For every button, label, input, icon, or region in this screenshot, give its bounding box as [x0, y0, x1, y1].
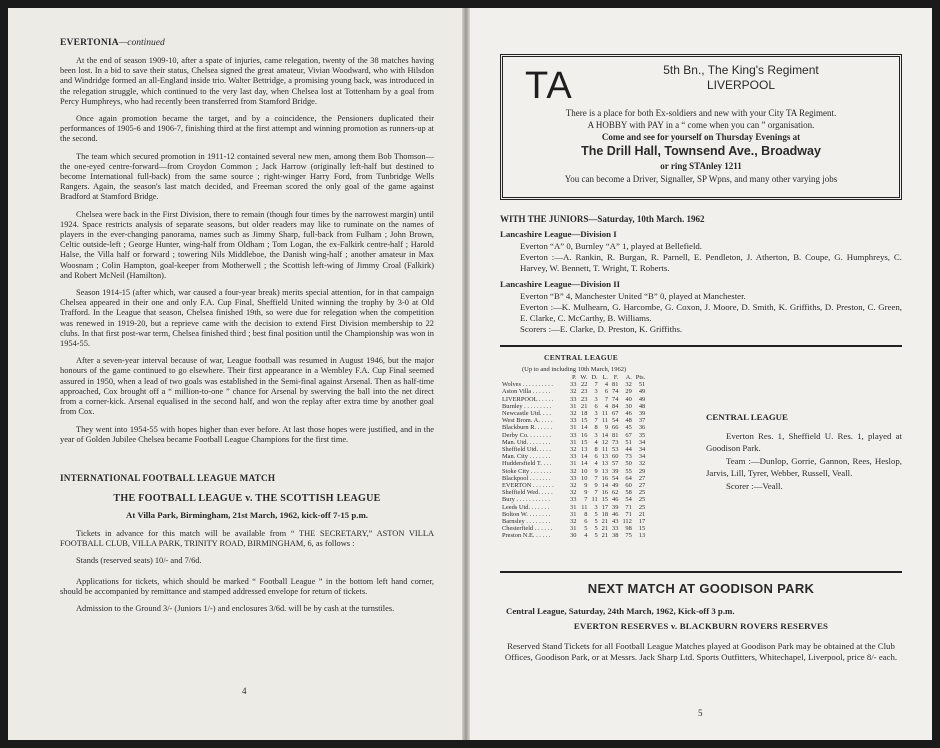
- table-cell: 54: [625, 496, 632, 504]
- table-cell: 29: [638, 467, 646, 475]
- page-number: 5: [698, 708, 703, 718]
- table-cell: 14: [581, 453, 588, 461]
- central-league-section: [500, 353, 902, 561]
- international-heading: INTERNATIONAL FOOTBALL LEAGUE MATCH: [60, 472, 276, 483]
- table-cell: 31: [570, 510, 577, 518]
- table-row: [502, 511, 647, 518]
- left-page: [8, 8, 462, 740]
- next-match-date: Central League, Saturday, 24th March, 1962, Kick-off 3 p.m.: [506, 606, 735, 616]
- club-name: Huddersfield T. . . .: [502, 460, 552, 468]
- table-cell: 39: [612, 467, 619, 475]
- table-cell: 46: [612, 496, 619, 504]
- table-row: [502, 504, 647, 511]
- table-cell: 71: [625, 503, 632, 511]
- column-header: A.: [625, 374, 632, 381]
- paragraph: The team which secured promotion in 1911-12 contained several new men, among them Bob Thomson—the one-eyed centre-forward—from Croydon Common ; Jack Harrow (originally left-half but destined to become International full-back) from the same source ; right-winger Harry Ford, from Tunbridge Wells Rangers. Again, the season's last match decided, and Freeman scored the only goal of the game against Bradford at Stamford Bridge.: [60, 151, 434, 202]
- table-row: [502, 446, 647, 453]
- column-header: W.: [580, 374, 588, 381]
- table-cell: 73: [612, 438, 619, 446]
- table-cell: 46: [612, 510, 619, 518]
- table-cell: 16: [601, 489, 609, 497]
- table-cell: 49: [638, 395, 646, 403]
- table-cell: 30: [625, 402, 632, 410]
- table-cell: 32: [638, 460, 646, 468]
- table-cell: 16: [601, 474, 609, 482]
- table-cell: 33: [570, 417, 577, 425]
- column-header: D.: [591, 374, 598, 381]
- table-cell: 67: [625, 431, 632, 439]
- table-cell: 43: [612, 518, 619, 526]
- table-cell: 7: [584, 496, 588, 504]
- table-cell: 17: [638, 518, 646, 526]
- league-table-title: CENTRAL LEAGUE: [544, 353, 619, 362]
- club-name: Leeds Utd. . . . . . .: [502, 503, 550, 511]
- club-name: Burnley . . . . . . . . .: [502, 402, 552, 410]
- juniors-heading: WITH THE JUNIORS—Saturday, 10th March. 1962: [500, 214, 705, 224]
- table-row: [502, 475, 647, 482]
- table-cell: 27: [638, 482, 646, 490]
- table-cell: 54: [612, 474, 619, 482]
- club-name: Blackpool . . . . . . .: [502, 474, 551, 482]
- division-team: Everton :—A. Rankin, R. Burgan, R. Parnell, E. Pendleton, J. Atherton, B. Coupe, G. Humphreys, C. Harvey, W. Bennett, T. Wright, T. Roberts.: [520, 252, 902, 273]
- table-cell: 21: [601, 518, 609, 526]
- table-cell: 6: [594, 402, 598, 410]
- table-cell: 32: [570, 388, 577, 396]
- column-header: F.: [613, 374, 619, 381]
- table-cell: 57: [612, 460, 619, 468]
- ta-line: Come and see for yourself on Thursday Evenings at: [601, 132, 801, 142]
- table-cell: 31: [570, 503, 577, 511]
- drill-hall: The Drill Hall, Townsend Ave., Broadway: [581, 144, 821, 158]
- table-row: [502, 489, 647, 496]
- table-cell: 7: [594, 381, 598, 389]
- reserves-report: [706, 411, 902, 492]
- table-cell: 66: [612, 424, 619, 432]
- reserves-scorer: Scorer :—Veall.: [726, 480, 783, 491]
- reserves-team: Team :—Dunlop, Gorrie, Gannon, Rees, Heslop, Jarvis, Lill, Tyrer, Webber, Russell, Veall.: [706, 455, 902, 478]
- table-cell: 33: [612, 525, 619, 533]
- table-cell: 35: [638, 431, 646, 439]
- ticket-paragraph: Admission to the Ground 3/- (Juniors 1/-) and enclosures 3/6d. will be by cash at the turnstiles.: [76, 603, 395, 613]
- table-cell: 11: [601, 446, 609, 454]
- table-cell: 6: [604, 388, 609, 396]
- table-cell: 17: [601, 503, 609, 511]
- table-cell: 81: [612, 431, 619, 439]
- table-cell: 40: [625, 395, 632, 403]
- table-cell: 10: [581, 474, 588, 482]
- table-cell: 14: [581, 460, 588, 468]
- table-cell: 7: [604, 395, 609, 403]
- table-cell: 45: [625, 424, 632, 432]
- match-title: THE FOOTBALL LEAGUE v. THE SCOTTISH LEAGUE: [113, 492, 381, 504]
- club-name: Stoke City . . . . . . .: [502, 467, 552, 475]
- paragraph: At the end of season 1909-10, after a spate of injuries, came relegation, twenty of the 38 matches having been lost. In a bid to save their status, Chelsea signed the great amateur, Vivian Woodward, who with Hilsdon and Windridge formed an all-England inside trio. Walter Bettridge, a promising young back, was introduced in the relegation struggle, which continued to the very last day, when Chelsea lost at Tottenham by a goal from Percy Humphreys, who had recently been transferred from Stamford Bridge.: [60, 56, 434, 106]
- table-cell: 32: [570, 446, 577, 454]
- table-cell: 55: [625, 467, 632, 475]
- table-cell: 67: [612, 410, 619, 418]
- ta-line: A HOBBY with PAY in a “ come when you can ” organisation.: [587, 120, 815, 130]
- column-header: Pts.: [635, 374, 646, 381]
- table-cell: 15: [581, 438, 588, 446]
- ta-logo: TA: [525, 65, 573, 107]
- club-name: Aston Villa . . . . . .: [502, 388, 551, 396]
- table-cell: 32: [625, 381, 632, 389]
- table-row: [502, 381, 647, 388]
- table-cell: 29: [625, 388, 632, 396]
- club-name: EVERTON . . . . . . .: [502, 482, 554, 490]
- club-name: Chesterfield . . . . . .: [502, 525, 553, 533]
- table-cell: 15: [638, 525, 646, 533]
- ta-line: There is a place for both Ex-soldiers and new with your City TA Regiment.: [565, 108, 837, 118]
- table-cell: 38: [612, 532, 619, 540]
- table-cell: 6: [584, 518, 588, 526]
- regiment-line: 5th Bn., The King's Regiment: [663, 63, 819, 77]
- table-cell: 23: [581, 388, 588, 396]
- table-cell: 18: [581, 410, 588, 418]
- division-heading: Lancashire League—Division I: [500, 229, 617, 239]
- table-cell: 33: [570, 395, 577, 403]
- table-cell: 6: [594, 453, 598, 461]
- table-cell: 4: [584, 532, 588, 540]
- table-cell: 31: [570, 525, 577, 533]
- table-cell: 32: [570, 482, 577, 490]
- table-cell: 5: [594, 518, 598, 526]
- paragraph: They went into 1954-55 with hopes higher than ever before. At last those hopes were justified, and in the year of Golden Jubilee Chelsea became Football League Champions for the first time.: [60, 424, 434, 444]
- table-row: [502, 460, 647, 467]
- table-cell: 13: [638, 532, 646, 540]
- table-cell: 30: [570, 532, 577, 540]
- table-cell: 32: [570, 489, 577, 497]
- table-cell: 71: [625, 510, 632, 518]
- table-cell: 33: [570, 474, 577, 482]
- division-heading: Lancashire League—Division II: [500, 279, 621, 289]
- table-cell: 31: [570, 460, 577, 468]
- table-cell: 14: [601, 482, 609, 490]
- ticket-info: Reserved Stand Tickets for all Football League Matches played at Goodison Park may be obtained at the Club Offices, Goodison Park, or at Messrs. Jack Sharp Ltd. Sports Outfitters, Whitechapel, Liverpool, price 8/- each.: [504, 641, 898, 662]
- division-result: Everton “B” 4, Manchester United “B” 0, played at Manchester.: [520, 291, 746, 301]
- table-cell: 50: [625, 460, 632, 468]
- reserves-result: Everton Res. 1, Sheffield U. Res. 1, played at Goodison Park.: [706, 430, 902, 453]
- table-cell: 3: [594, 503, 598, 511]
- table-cell: 31: [570, 424, 577, 432]
- table-cell: 39: [638, 410, 646, 418]
- table-row: [502, 482, 647, 489]
- table-cell: 13: [581, 446, 588, 454]
- table-cell: 15: [581, 417, 588, 425]
- table-row: [502, 518, 647, 525]
- column-header: P.: [571, 374, 577, 381]
- table-cell: 39: [612, 503, 619, 511]
- table-row: [502, 396, 647, 403]
- table-row: [502, 439, 647, 446]
- table-row: [502, 424, 647, 431]
- table-cell: 18: [601, 510, 609, 518]
- paragraph: Season 1914-15 (after which, war caused a four-year break) merits special attention, for in that campaign Chelsea appeared in their one and only F.A. Cup Final, Sheffield United winning the trophy by 3-0 at Old Trafford. In the League that season, Chelsea finished 19th, so were due for relegation when the competition was renewed in 1919-20, but a reprieve came with the decision to extend First Division membership to 22 clubs. In that first post-war term, Chelsea finished third ; best final position until the Championship was won in 1954-55.: [60, 288, 434, 349]
- table-row: [502, 432, 647, 439]
- club-name: Preston N.E. . . . . .: [502, 532, 551, 540]
- page-number: 4: [242, 686, 247, 696]
- table-cell: 10: [581, 467, 588, 475]
- table-cell: 9: [584, 489, 588, 497]
- table-cell: 32: [570, 467, 577, 475]
- paragraph: Once again promotion became the target, and by a coincidence, the Pensioners duplicated their performances of 1905-6 and 1906-7, finishing third at the first attempt and winning promotion as runners-up at the second.: [60, 114, 434, 144]
- table-row: [502, 496, 647, 503]
- club-name: Wolves . . . . . . . . . .: [502, 381, 553, 389]
- table-cell: 3: [594, 388, 598, 396]
- reserves-heading: CENTRAL LEAGUE: [706, 412, 788, 422]
- division-scorers: Scorers :—E. Clarke, D. Preston, K. Griffiths.: [520, 324, 683, 334]
- table-cell: 49: [612, 482, 619, 490]
- table-cell: 33: [570, 431, 577, 439]
- table-cell: 22: [581, 381, 588, 389]
- table-cell: 112: [622, 518, 632, 526]
- club-name: Newcastle Utd. . . .: [502, 410, 551, 418]
- table-cell: 34: [638, 438, 646, 446]
- club-name: Sheffield Wed. . . . .: [502, 489, 553, 497]
- table-cell: 25: [638, 489, 646, 497]
- club-name: Man. City . . . . . . .: [502, 453, 551, 461]
- right-page: [470, 8, 932, 740]
- division-team: Everton :—K. Mulhearn, G. Harcombe, G. Coxon, J. Moore, D. Smith, K. Griffiths, D. Preston, C. Green, E. Clarke, C. McCarthy, B. Williams.: [520, 302, 902, 323]
- table-cell: 58: [625, 489, 632, 497]
- continued-heading: EVERTONIA—continued: [60, 38, 165, 48]
- table-cell: 60: [612, 453, 619, 461]
- table-cell: 3: [594, 395, 598, 403]
- regiment-city: LIVERPOOL: [706, 78, 776, 92]
- table-cell: 34: [638, 453, 646, 461]
- table-cell: 14: [581, 424, 588, 432]
- table-cell: 11: [601, 410, 609, 418]
- table-cell: 7: [594, 489, 598, 497]
- league-table-subtitle: (Up to and including 10th March, 1962): [522, 366, 627, 373]
- club-name: Derby Co. . . . . . . .: [502, 431, 551, 439]
- table-cell: 48: [625, 417, 632, 425]
- table-cell: 4: [604, 381, 609, 389]
- phone-line: or ring STAnley 1211: [660, 161, 742, 171]
- table-cell: 9: [594, 482, 598, 490]
- club-name: LIVERPOOL . . . . .: [502, 395, 554, 403]
- table-cell: 36: [638, 424, 646, 432]
- ticket-paragraph: Tickets in advance for this match will be available from “ THE SECRETARY,” ASTON VILLA FOOTBALL CLUB, VILLA PARK, TRINITY ROAD, BIRMINGHAM, 6, as follows :: [60, 528, 434, 549]
- table-cell: 73: [625, 453, 632, 461]
- table-cell: 11: [601, 417, 609, 425]
- table-cell: 75: [625, 532, 632, 540]
- table-cell: 81: [612, 381, 619, 389]
- table-cell: 11: [591, 496, 598, 504]
- table-cell: 3: [594, 431, 598, 439]
- ticket-paragraph: Applications for tickets, which should be marked “ Football League ” in the bottom left hand corner, should be accompanied by remittance and stamped addressed envelope for return of tickets.: [60, 576, 434, 596]
- ta-line: You can become a Driver, Signaller, SP Wpns, and many other varying jobs: [564, 174, 838, 184]
- paragraph: After a seven-year interval because of war, League football was resumed in August 1946, but the major honours of the game continued to go elsewhere. Their first appearance in a Wembley F.A. Cup Final seemed assured in 1950, when a lead of two goals was established in the Semi-final against Arsenal. Then as half-time approached, Cox brought off a “ million-to-one ” chance for Arsenal by swerving the ball into the net direct from a corner-kick. Arsenal equalised in the second half, and won the replay after extra time by another goal from Cox.: [60, 356, 434, 417]
- club-name: Man. Utd. . . . . . . .: [502, 438, 551, 446]
- club-name: Bolton W. . . . . . . .: [502, 510, 551, 518]
- league-table: [502, 374, 647, 540]
- table-cell: 98: [625, 525, 632, 533]
- table-cell: 4: [594, 438, 598, 446]
- table-cell: 3: [594, 410, 598, 418]
- table-cell: 21: [601, 532, 609, 540]
- table-row: [502, 525, 647, 532]
- table-row: [502, 468, 647, 475]
- club-name: Barnsley . . . . . . . .: [502, 518, 551, 526]
- table-cell: 32: [570, 518, 577, 526]
- ta-advert: [500, 54, 902, 200]
- table-row: [502, 388, 647, 395]
- table-cell: 7: [594, 474, 598, 482]
- table-row: [502, 410, 647, 417]
- divider: [500, 345, 902, 347]
- table-cell: 48: [638, 402, 646, 410]
- table-cell: 15: [601, 496, 609, 504]
- table-cell: 5: [584, 525, 588, 533]
- table-cell: 31: [570, 402, 577, 410]
- table-cell: 31: [570, 438, 577, 446]
- table-cell: 8: [594, 424, 598, 432]
- table-cell: 11: [581, 503, 588, 511]
- table-cell: 64: [625, 474, 632, 482]
- table-cell: 74: [612, 395, 619, 403]
- next-match-heading: NEXT MATCH AT GOODISON PARK: [587, 581, 815, 596]
- table-cell: 51: [638, 381, 646, 389]
- table-cell: 4: [594, 460, 598, 468]
- club-name: Blackburn R. . . . . .: [502, 424, 553, 432]
- table-cell: 13: [601, 460, 609, 468]
- table-cell: 8: [594, 446, 598, 454]
- table-row: [502, 417, 647, 424]
- divider: [500, 571, 902, 573]
- table-cell: 9: [594, 467, 598, 475]
- next-match-fixture: EVERTON RESERVES v. BLACKBURN ROVERS RESERVES: [573, 621, 829, 631]
- ticket-paragraph: Stands (reserved seats) 10/- and 7/6d.: [76, 556, 202, 566]
- table-row: [502, 453, 647, 460]
- table-cell: 21: [638, 510, 646, 518]
- table-row: [502, 403, 647, 410]
- table-cell: 16: [581, 431, 588, 439]
- table-cell: 53: [612, 446, 619, 454]
- table-cell: 37: [638, 417, 646, 425]
- match-subtitle: At Villa Park, Birmingham, 21st March, 1962, kick-off 7-15 p.m.: [126, 509, 368, 520]
- table-header-row: [502, 374, 647, 381]
- table-cell: 21: [601, 525, 609, 533]
- table-cell: 51: [625, 438, 632, 446]
- column-header: [502, 374, 568, 381]
- table-row: [502, 532, 647, 539]
- table-cell: 8: [584, 510, 588, 518]
- table-cell: 21: [581, 402, 588, 410]
- table-cell: 5: [594, 525, 598, 533]
- table-cell: 5: [594, 532, 598, 540]
- table-cell: 27: [638, 474, 646, 482]
- table-cell: 60: [625, 482, 632, 490]
- table-cell: 74: [612, 388, 619, 396]
- table-cell: 13: [601, 467, 609, 475]
- column-header: L.: [602, 374, 609, 381]
- table-cell: 5: [594, 510, 598, 518]
- club-name: Bury . . . . . . . . . . .: [502, 496, 550, 504]
- table-cell: 44: [625, 446, 632, 454]
- division-result: Everton “A” 0, Burnley “A” 1, played at Bellefield.: [520, 241, 702, 251]
- table-cell: 46: [625, 410, 632, 418]
- table-cell: 33: [570, 496, 577, 504]
- table-cell: 62: [612, 489, 619, 497]
- table-cell: 49: [638, 388, 646, 396]
- table-cell: 23: [581, 395, 588, 403]
- table-cell: 4: [604, 402, 609, 410]
- table-cell: 13: [601, 453, 609, 461]
- table-cell: 34: [638, 446, 646, 454]
- spine: [462, 8, 470, 740]
- table-cell: 9: [604, 424, 609, 432]
- table-cell: 25: [638, 496, 646, 504]
- paragraph: Chelsea were back in the First Division, there to remain (though four times by the narrowest margin) until 1924. Space restricts analysis of separate seasons, but older readers may like to ruminate on the names of players in the ever-changing panorama, names such as Jimmy Sharp, full-back from Fulham ; John Brown, Celtic outside-left ; George Hunter, wing-half from Oldham ; Tom Logan, the ex-Falkirk centre-half ; Harold Halse, the Villa half or forward ; towering Nils Middleboe, the Danish wing-half ; another amateur in Max Woosnam ; Colin Hampton, goal-keeper from Motherwell ; the Scottish left-wing of Jimmy Croal (Falkirk) and Robert McNeil (Hamilton).: [60, 209, 434, 280]
- table-cell: 14: [601, 431, 609, 439]
- table-cell: 54: [612, 417, 619, 425]
- table-cell: 33: [570, 453, 577, 461]
- club-name: West Brom. A. . . . .: [502, 417, 553, 425]
- table-cell: 25: [638, 503, 646, 511]
- table-cell: 84: [612, 402, 619, 410]
- table-cell: 7: [594, 417, 598, 425]
- table-cell: 12: [601, 438, 609, 446]
- table-cell: 32: [570, 410, 577, 418]
- club-name: Sheffield Utd. . . . .: [502, 446, 551, 454]
- table-cell: 9: [584, 482, 588, 490]
- table-cell: 33: [570, 381, 577, 389]
